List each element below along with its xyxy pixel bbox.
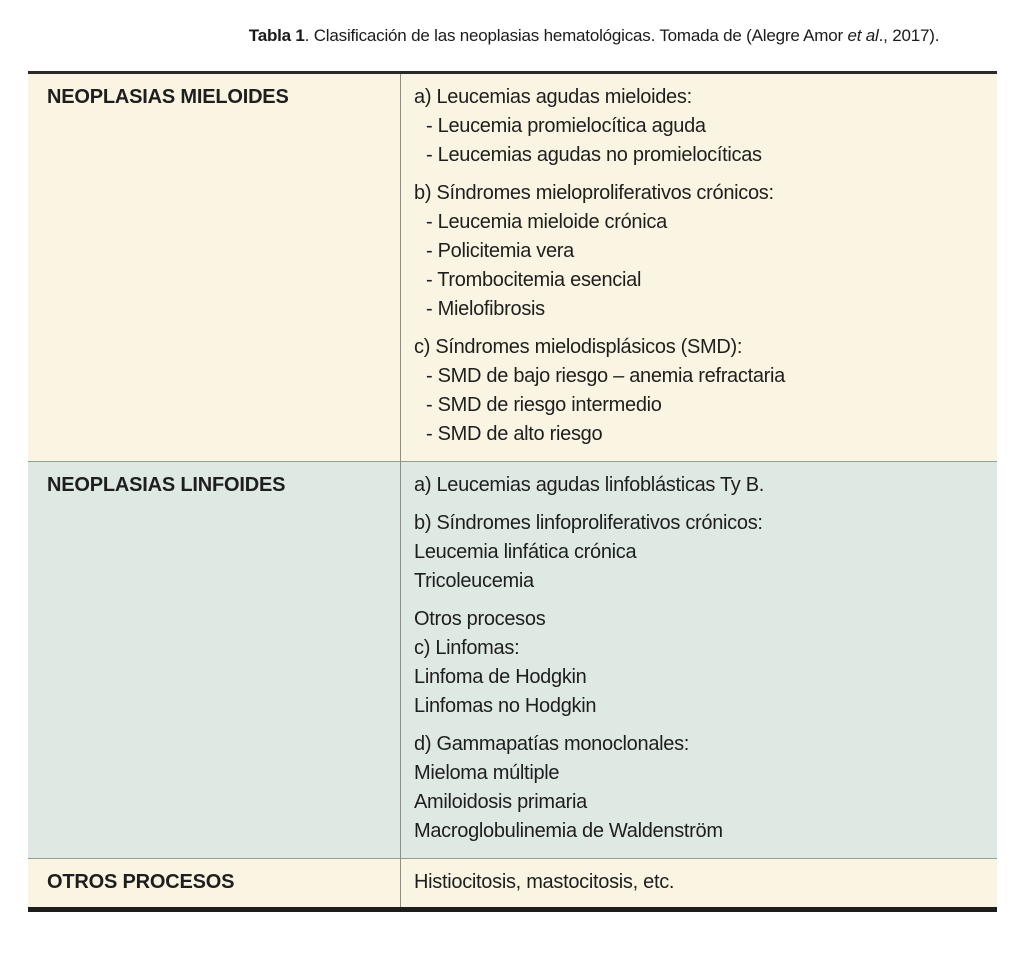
list-item: a) Leucemias agudas linfoblásticas Ty B.: [414, 474, 765, 496]
list-item: - Trombocitemia esencial: [426, 269, 642, 291]
list-item: b) Síndromes mieloproliferativos crónicos:: [414, 182, 774, 204]
list-item: Otros procesos: [414, 608, 546, 630]
list-item: Mieloma múltiple: [414, 762, 560, 784]
list-item: c) Síndromes mielodisplásicos (SMD):: [414, 336, 743, 358]
list-item: Amiloidosis primaria: [414, 791, 587, 813]
classification-table: [28, 71, 997, 912]
row-content: [400, 859, 997, 907]
row-category: [28, 859, 400, 907]
row-content: [400, 74, 997, 461]
item-group-d: [414, 730, 983, 846]
list-item: Histiocitosis, mastocitosis, etc.: [414, 871, 675, 893]
list-item: - SMD de riesgo intermedio: [426, 394, 662, 416]
table-row-mieloides: [28, 74, 997, 461]
table-caption: [164, 25, 1024, 46]
caption-et-al: et al: [847, 26, 879, 45]
list-item: - Leucemia promielocítica aguda: [426, 115, 706, 137]
table-row-otros: [28, 858, 997, 907]
item-group-a: [414, 83, 983, 170]
item-group-b: [414, 179, 983, 324]
list-item: - Leucemias agudas no promielocíticas: [426, 144, 762, 166]
list-item: b) Síndromes linfoproliferativos crónicos:: [414, 512, 763, 534]
caption-label: Tabla 1: [248, 26, 305, 45]
category-label: NEOPLASIAS MIELOIDES: [47, 86, 289, 108]
row-category: [28, 74, 400, 461]
item-group-c: [414, 605, 983, 721]
item-group-b: [414, 509, 983, 596]
category-label: NEOPLASIAS LINFOIDES: [47, 474, 286, 496]
list-item: c) Linfomas:: [414, 637, 520, 659]
caption-year: ., 2017).: [878, 26, 940, 45]
list-item: a) Leucemias agudas mieloides:: [414, 86, 692, 108]
row-content: [400, 462, 997, 858]
list-item: - Leucemia mieloide crónica: [426, 211, 667, 233]
item-group-a: [414, 471, 983, 500]
item-group-a: [414, 868, 983, 897]
list-item: Linfomas no Hodgkin: [414, 695, 597, 717]
row-category: [28, 462, 400, 858]
caption-text: . Clasificación de las neoplasias hematológicas. Tomada de (Alegre Amor: [304, 26, 848, 45]
list-item: - Mielofibrosis: [426, 298, 545, 320]
list-item: Leucemia linfática crónica: [414, 541, 637, 563]
list-item: - Policitemia vera: [426, 240, 574, 262]
list-item: - SMD de alto riesgo: [426, 423, 603, 445]
list-item: Macroglobulinemia de Waldenström: [414, 820, 723, 842]
table-row-linfoides: [28, 461, 997, 858]
list-item: Tricoleucemia: [414, 570, 534, 592]
item-group-c: [414, 333, 983, 449]
category-label: OTROS PROCESOS: [47, 871, 235, 893]
list-item: Linfoma de Hodgkin: [414, 666, 587, 688]
list-item: - SMD de bajo riesgo – anemia refractaria: [426, 365, 785, 387]
list-item: d) Gammapatías monoclonales:: [414, 733, 690, 755]
